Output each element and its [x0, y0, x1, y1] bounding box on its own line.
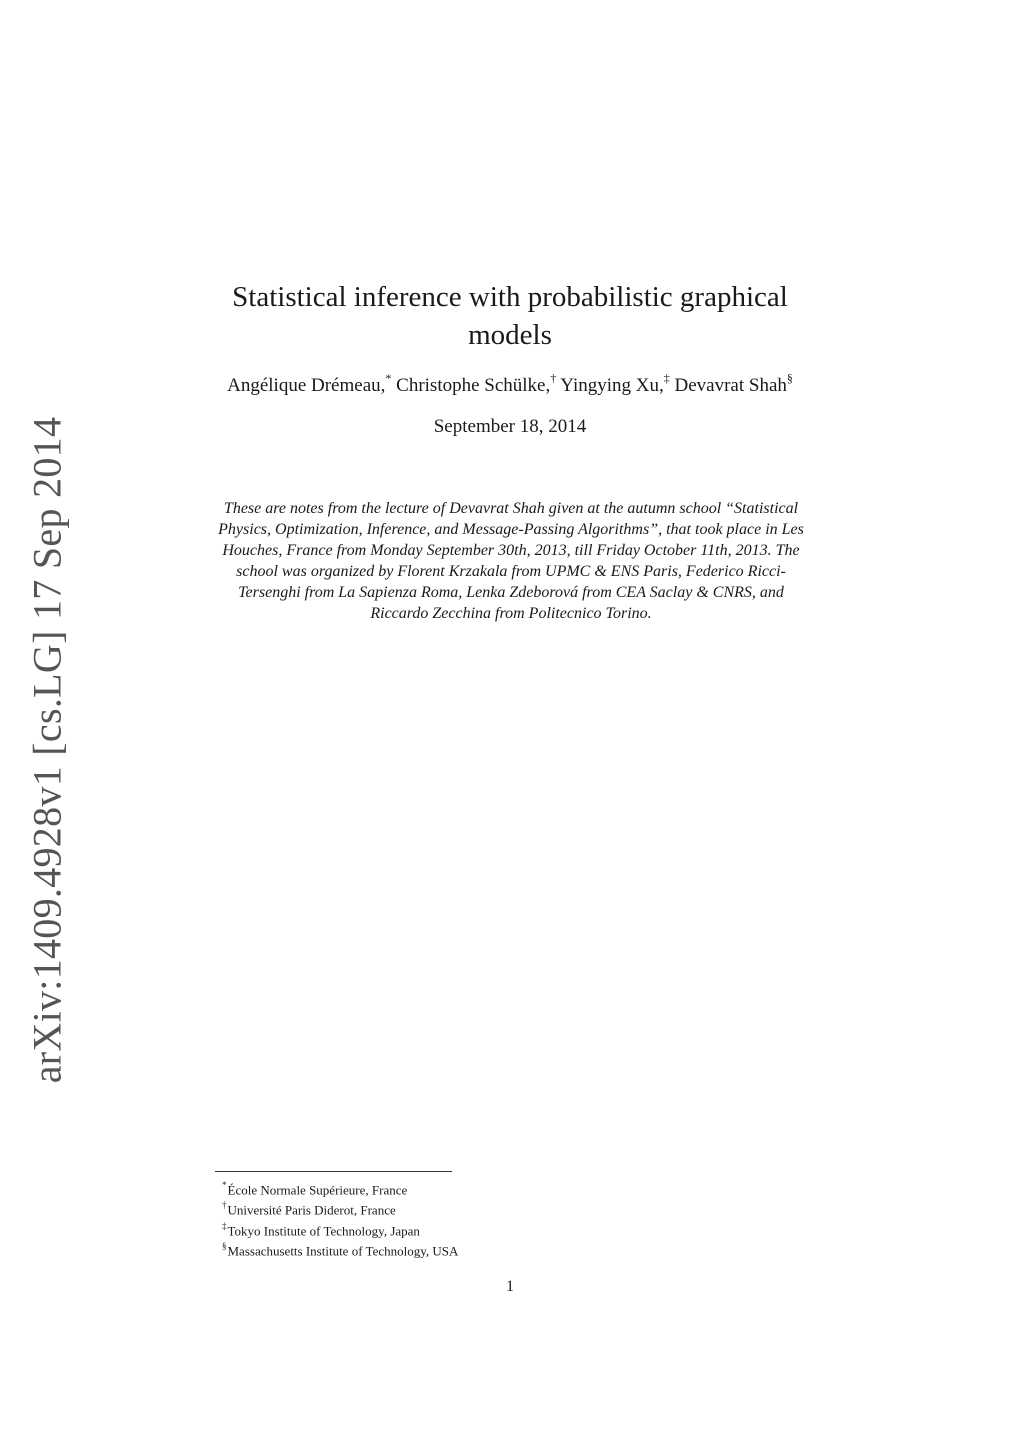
footnote-mark: *	[222, 1180, 227, 1190]
page-number: 1	[506, 1278, 514, 1295]
footnote	[222, 1239, 458, 1259]
footnote-list	[222, 1178, 458, 1259]
author-list	[160, 370, 860, 398]
author-name: Angélique Drémeau,	[227, 375, 386, 396]
arxiv-identifier: arXiv:1409.4928v1 [cs.LG] 17 Sep 2014	[24, 416, 70, 1084]
author-name: Yingying Xu,	[560, 375, 664, 396]
author-footnote-mark: ‡	[663, 370, 670, 385]
footnote-mark: §	[222, 1240, 227, 1251]
author-name: Devavrat Shah	[674, 375, 787, 396]
footnote	[222, 1219, 458, 1239]
author-name: Christophe Schülke,	[396, 375, 551, 396]
footnote	[222, 1198, 458, 1218]
author-footnote-mark: §	[786, 370, 793, 385]
abstract: These are notes from the lecture of Devavrat Shah given at the autumn school “Statistical Physics, Optimization, Inference, and Message-Passing Algorithms”, that took place in Les Houches, France from Monday September 30th, 2013, till Friday October 11th, 2013. The school was organized by Florent Krzakala from UPMC & ENS Paris, Federico Ricci-Tersenghi from La Sapienza Roma, Lenka Zdeborová from CEA Saclay & CNRS, and Riccardo Zecchina from Politecnico Torino.	[218, 500, 804, 622]
footnote-text: Tokyo Institute of Technology, Japan	[227, 1222, 420, 1238]
footnote-text: Université Paris Diderot, France	[227, 1202, 396, 1218]
footnote-mark: †	[222, 1200, 227, 1211]
footnote-text: Massachusetts Institute of Technology, USA	[227, 1243, 459, 1259]
publication-date: September 18, 2014	[433, 416, 587, 437]
paper-title: Statistical inference with probabilistic graphical models	[232, 281, 788, 351]
footnote-mark: ‡	[222, 1220, 227, 1231]
author-footnote-mark: †	[550, 370, 557, 385]
author-footnote-mark: *	[385, 370, 392, 385]
footnote-text: École Normale Supérieure, France	[227, 1182, 408, 1198]
footnote	[222, 1178, 458, 1198]
footnote-divider	[215, 1171, 452, 1172]
